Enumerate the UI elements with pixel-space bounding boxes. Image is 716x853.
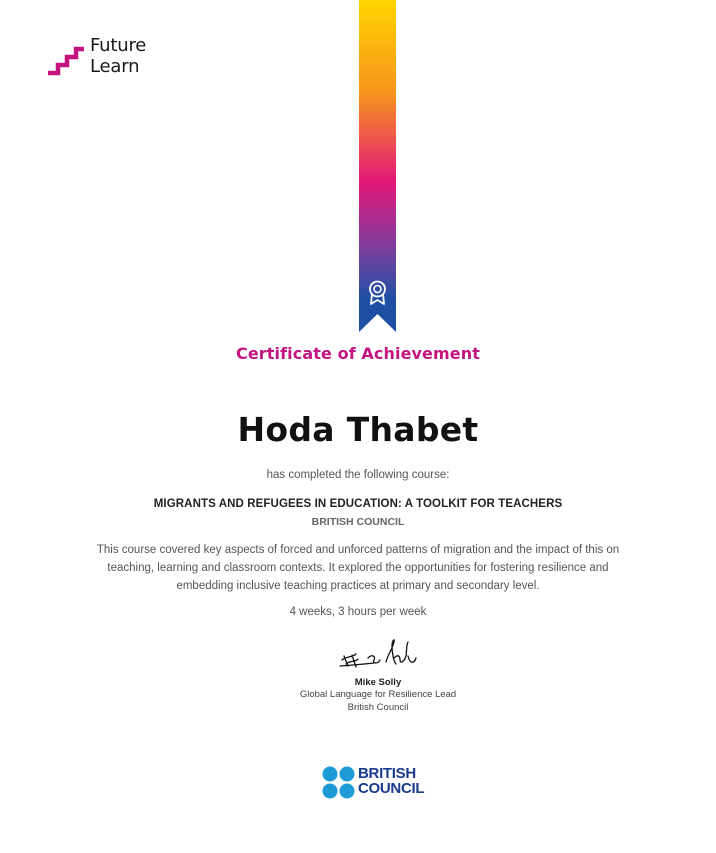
course-description: This course covered key aspects of forced and unforced patterns of migration and the impact of this on teaching, learning and classroom contexts. It explored the opportunities for fostering resilience and embedding inclusive teaching practices at primary and secondary level. (96, 544, 620, 592)
signatory-role: Global Language for Resilience Lead (299, 689, 457, 700)
logo-line-2: Learn (90, 56, 140, 77)
logo-line-1: Future (90, 35, 147, 56)
futurelearn-wordmark (90, 35, 146, 77)
course-duration: 4 weeks, 3 hours per week (289, 606, 427, 618)
british-council-logo (322, 766, 442, 800)
british-council-wordmark (358, 766, 424, 796)
course-title: MIGRANTS AND REFUGEES IN EDUCATION: A TOOLKIT FOR TEACHERS (153, 498, 563, 510)
futurelearn-logo (46, 35, 166, 81)
certificate-title: Certificate of Achievement (236, 344, 480, 363)
signature-image (334, 636, 426, 674)
award-rosette-icon (366, 280, 389, 306)
course-organisation: BRITISH COUNCIL (311, 516, 405, 528)
signatory-organisation: British Council (347, 702, 409, 713)
bc-line-1: BRITISH (358, 765, 416, 782)
learner-name: Hoda Thabet (237, 410, 479, 449)
signatory-name: Mike Solly (354, 677, 402, 688)
british-council-dots-icon (322, 766, 356, 800)
certificate-ribbon (359, 0, 396, 332)
completion-statement: has completed the following course: (266, 469, 450, 481)
bc-line-2: COUNCIL (358, 780, 425, 797)
futurelearn-steps-icon (46, 38, 86, 76)
